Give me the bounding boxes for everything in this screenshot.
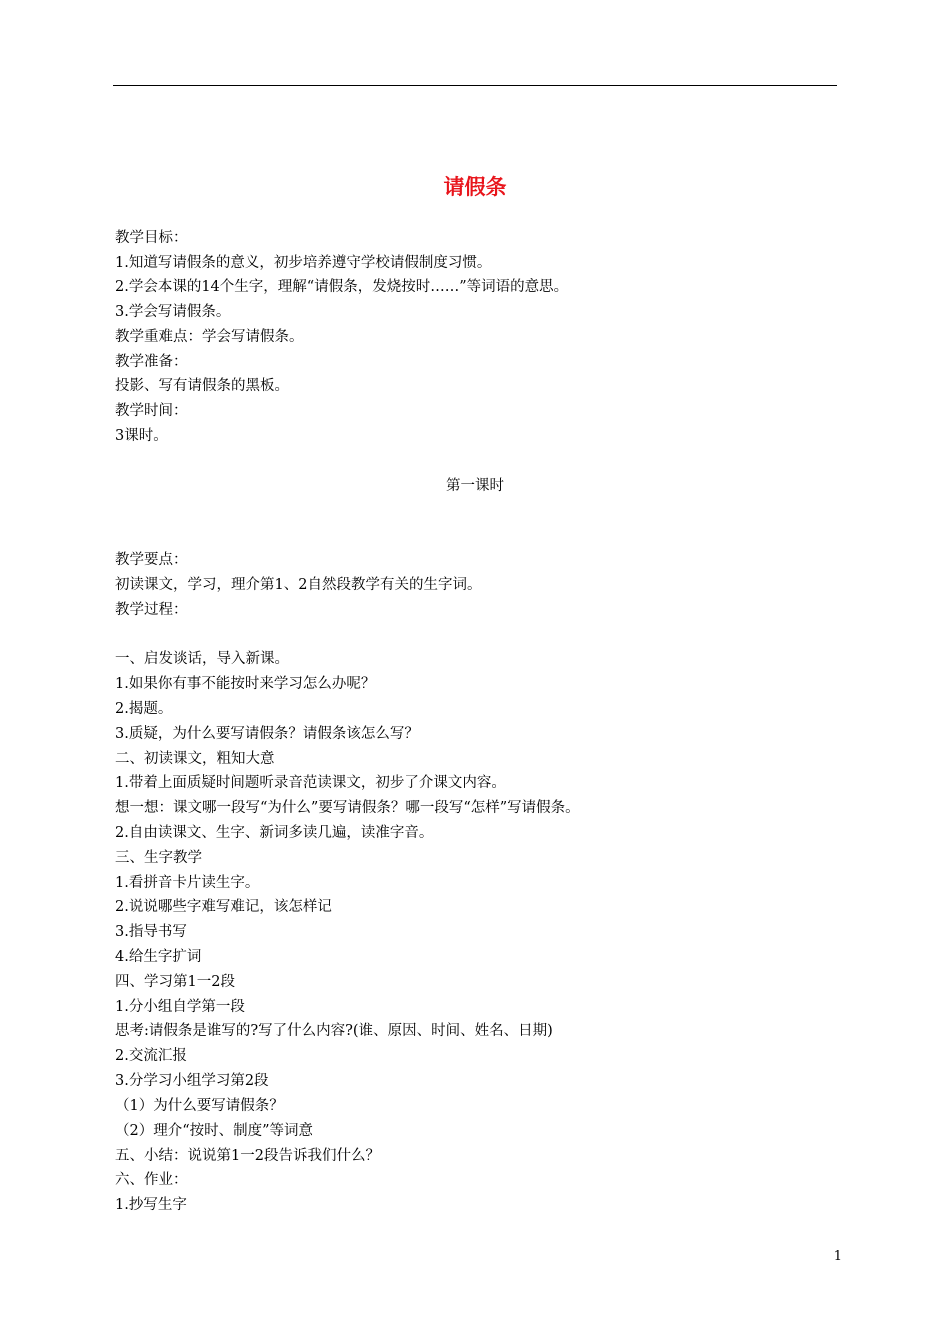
text-line: 2.学会本课的14个生字，理解“请假条，发烧按时……”等词语的意思。 bbox=[115, 279, 569, 295]
text-line: 初读课文，学习，理介第1、2自然段教学有关的生字词。 bbox=[115, 577, 482, 593]
text-line: 4.给生字扩词 bbox=[115, 949, 202, 965]
text-line: 教学准备： bbox=[115, 354, 188, 370]
text-line: 1.抄写生字 bbox=[115, 1197, 187, 1213]
text-line: 三、生字教学 bbox=[115, 850, 202, 866]
text-line: 1.如果你有事不能按时来学习怎么办呢？ bbox=[115, 676, 376, 692]
text-line: 3.分学习小组学习第2段 bbox=[115, 1073, 269, 1089]
text-line: 五、小结：说说第1一2段告诉我们什么？ bbox=[115, 1148, 380, 1164]
text-line: 1.带着上面质疑时间题听录音范读课文，初步了介课文内容。 bbox=[115, 775, 506, 791]
text-line: 1.看拼音卡片读生字。 bbox=[115, 875, 260, 891]
text-line: 教学目标： bbox=[115, 230, 188, 246]
text-line: 思考:请假条是谁写的?写了什么内容?(谁、原因、时间、姓名、日期) bbox=[115, 1023, 553, 1039]
text-line: 1.分小组自学第一段 bbox=[115, 999, 245, 1015]
text-line: 教学要点： bbox=[115, 552, 188, 568]
page-number: 1 bbox=[833, 1249, 842, 1264]
text-line: 二、初读课文，粗知大意 bbox=[115, 751, 275, 767]
text-line: 教学重难点：学会写请假条。 bbox=[115, 329, 304, 345]
text-line: 1.知道写请假条的意义，初步培养遵守学校请假制度习惯。 bbox=[115, 255, 492, 271]
header-rule bbox=[113, 85, 837, 86]
text-line: 四、学习第1一2段 bbox=[115, 974, 235, 990]
text-line: 六、作业： bbox=[115, 1172, 188, 1188]
document-title: 请假条 bbox=[443, 175, 507, 199]
text-line: 2.交流汇报 bbox=[115, 1048, 187, 1064]
text-line: 2.自由读课文、生字、新词多读几遍，读准字音。 bbox=[115, 825, 434, 841]
text-line: （2）理介“按时、制度”等词意 bbox=[115, 1123, 314, 1139]
text-line: 投影、写有请假条的黑板。 bbox=[115, 378, 289, 394]
text-line: 3.指导书写 bbox=[115, 924, 187, 940]
text-line: 想一想：课文哪一段写“为什么”要写请假条？哪一段写“怎样”写请假条。 bbox=[115, 800, 580, 816]
text-line: 3.学会写请假条。 bbox=[115, 304, 231, 320]
text-line: 教学过程： bbox=[115, 602, 188, 618]
text-line: 2.说说哪些字难写难记，该怎样记 bbox=[115, 899, 332, 915]
text-line: 2.揭题。 bbox=[115, 701, 173, 717]
text-line: 教学时间： bbox=[115, 403, 188, 419]
text-line: （1）为什么要写请假条？ bbox=[115, 1098, 284, 1114]
text-line: 一、启发谈话，导入新课。 bbox=[115, 651, 289, 667]
text-line: 3课时。 bbox=[115, 428, 168, 444]
section-heading: 第一课时 bbox=[446, 478, 504, 494]
text-line: 3.质疑，为什么要写请假条？请假条该怎么写？ bbox=[115, 726, 419, 742]
